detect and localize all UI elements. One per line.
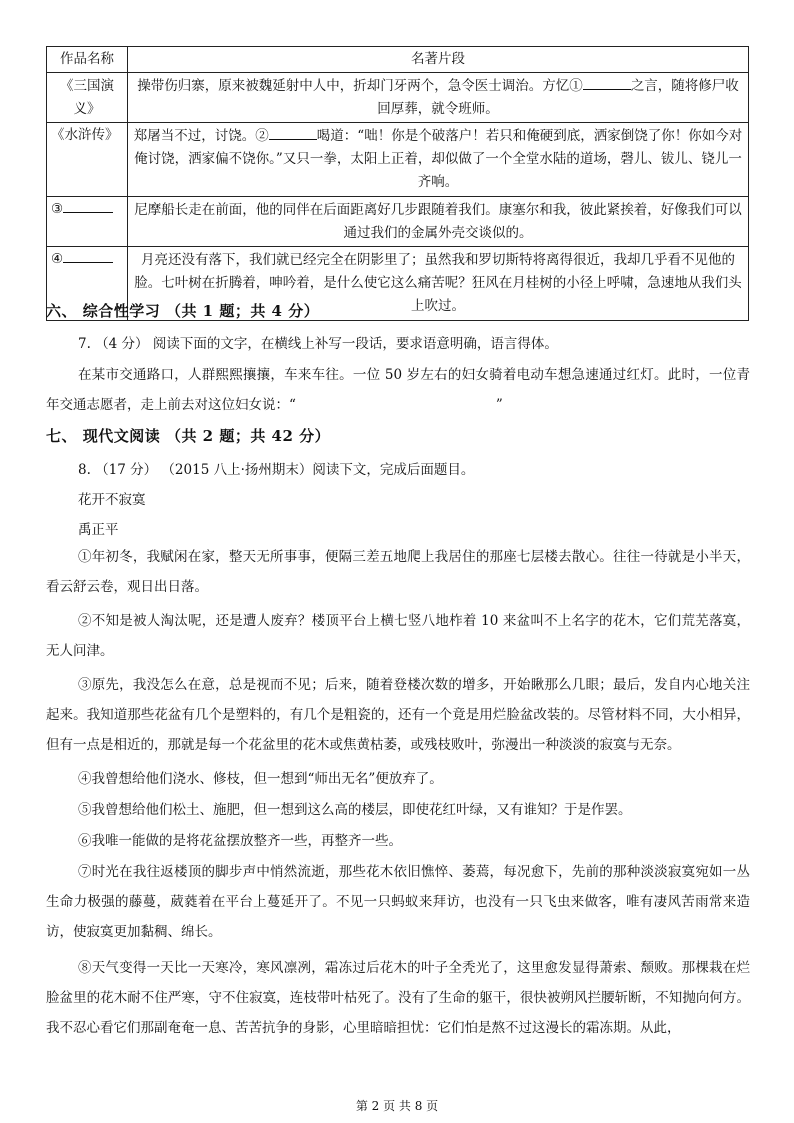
table-row bbox=[47, 197, 749, 247]
work-number: ④ bbox=[51, 251, 64, 267]
table-row bbox=[47, 73, 749, 123]
fragment-text: 喝道：“咄！你是个破落户！若只和俺硬到底，洒家倒饶了你！你如今对俺讨饶，洒家偏不饶你。”又只一拳，太阳上正着，却似做了一个全堂水陆的道场，磬儿、钹儿、铙儿一齐响。 bbox=[134, 128, 743, 190]
fragment-cell: 月亮还没有落下，我们就已经完全在阴影里了；虽然我和罗切斯特将离得很近，我却几乎看不见他的脸。七叶树在折腾着，呻吟着，是什么使它这么痛苦呢？狂风在月桂树的小径上呼啸，急速地从我们头上吹过。 bbox=[128, 247, 749, 321]
header-fragment: 名著片段 bbox=[128, 47, 749, 73]
fragment-text: 之言，随将修尸收回厚葬，就令班师。 bbox=[377, 77, 739, 117]
fragment-cell bbox=[128, 73, 749, 123]
fragment-text: 操带伤归寨，原来被魏延射中人中，折却门牙两个，急令医士调治。方忆① bbox=[137, 77, 583, 94]
article-paragraph-6: ⑥我唯一能做的是将花盆摆放整齐一些，再整齐一些。 bbox=[78, 833, 402, 849]
section-6-title: 六、 综合性学习 （共 1 题；共 4 分） bbox=[46, 302, 320, 320]
fragment-text: 郑屠当不过，讨饶。② bbox=[133, 128, 269, 144]
article-paragraph-2: ②不知是被人淘汰呢，还是遭人废弃？楼顶平台上横七竖八地柞着 10 来盆叫不上名字的花木，它们荒芜落寞，无人问津。 bbox=[46, 613, 750, 659]
article-paragraph-4: ④我曾想给他们浇水、修枝，但一想到“师出无名”便放弃了。 bbox=[78, 771, 443, 787]
fill-blank-2[interactable] bbox=[269, 125, 317, 140]
page-footer: 第 2 页 共 8 页 bbox=[355, 1099, 439, 1113]
fill-blank-3[interactable] bbox=[63, 198, 113, 213]
fill-blank-1[interactable] bbox=[583, 75, 631, 90]
header-work-name: 作品名称 bbox=[47, 47, 128, 73]
article-paragraph-5: ⑤我曾想给他们松土、施肥，但一想到这么高的楼层，即使花红叶绿，又有谁知？于是作罢。 bbox=[78, 802, 632, 818]
fill-blank-4[interactable] bbox=[63, 248, 113, 263]
fragment-cell: 尼摩船长走在前面，他的同伴在后面距离好几步跟随着我们。康塞尔和我，彼此紧挨着，好像我们可以通过我们的金属外壳交谈似的。 bbox=[128, 197, 749, 247]
table-header-row bbox=[47, 47, 749, 73]
article-paragraph-8: ⑧天气变得一天比一天寒冷，寒风凛冽，霜冻过后花木的叶子全秃光了，这里愈发显得萧索、颓败。那棵栽在烂脸盆里的花木耐不住严寒，守不住寂寞，连枝带叶枯死了。没有了生命的躯干，很快被朔风拦腰斩断，不知抛向何方。我不忍心看它们那副奄奄一息、苦苦抗争的身影，心里暗暗担忧：它们怕是熬不过这漫长的霜冻期。从此， bbox=[46, 960, 750, 1036]
article-paragraph-1: ①年初冬，我赋闲在家，整天无所事事，便隔三差五地爬上我居住的那座七层楼去散心。往往一待就是小半天，看云舒云卷，观日出日落。 bbox=[46, 549, 750, 595]
work-number: ③ bbox=[51, 201, 64, 217]
section-7-title: 七、 现代文阅读 （共 2 题；共 42 分） bbox=[46, 427, 331, 445]
work-name-cell: 《水浒传》 bbox=[47, 123, 128, 197]
article-author: 禹正平 bbox=[78, 522, 119, 538]
fragment-cell bbox=[128, 123, 749, 197]
work-name-cell bbox=[47, 197, 128, 247]
article-paragraph-3: ③原先，我没怎么在意，总是视而不见；后来，随着登楼次数的增多，开始瞅那么几眼；最后，发自内心地关注起来。我知道那些花盆有几个是塑料的，有几个是粗瓷的，还有一个竟是用烂脸盆改装的。尽管材料不同，大小相异，但有一点是相近的，那就是每一个花盆里的花木或焦黄枯萎，或残枝败叶，弥漫出一种淡淡的寂寞与无奈。 bbox=[46, 677, 750, 753]
table-row bbox=[47, 123, 749, 197]
article-paragraph-7: ⑦时光在我往返楼顶的脚步声中悄然流逝，那些花木依旧憔悴、萎蔫，每况愈下，先前的那种淡淡寂寞宛如一丛生命力极强的藤蔓，葳蕤着在平台上蔓延开了。不见一只蚂蚁来拜访，也没有一只飞虫来做客，唯有凄风苦雨常来造访，使寂寞更加黏稠、绵长。 bbox=[46, 864, 750, 940]
question-8-head: 8. （17 分） （2015 八上·扬州期末）阅读下文，完成后面题目。 bbox=[78, 462, 475, 478]
closing-quote: ” bbox=[495, 397, 503, 413]
question-7-text: 在某市交通路口，人群熙熙攘攘，车来车往。一位 50 岁左右的妇女骑着电动车想急速通过红灯。此时，一位青年交通志愿者，走上前去对这位妇女说：“ bbox=[46, 367, 750, 413]
literary-works-table bbox=[46, 46, 749, 321]
question-7-head: 7. （4 分） 阅读下面的文字，在横线上补写一段话，要求语意明确，语言得体。 bbox=[78, 336, 558, 352]
question-7-body bbox=[46, 360, 750, 420]
article-title: 花开不寂寞 bbox=[78, 492, 146, 508]
work-name-cell: 《三国演义》 bbox=[47, 73, 128, 123]
